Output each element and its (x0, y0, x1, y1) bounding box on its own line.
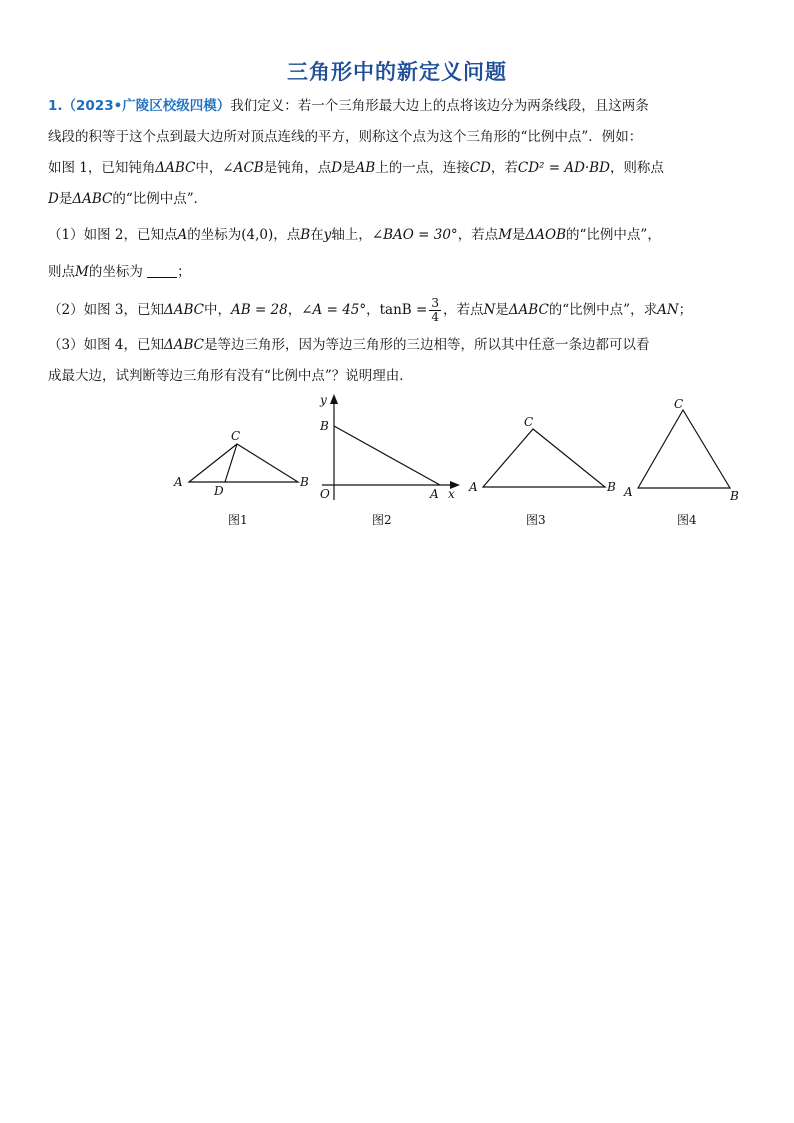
question-3-line-2 (48, 366, 413, 386)
problem-source: （2023•广陵区校级四模） (62, 98, 231, 114)
math: AB (355, 160, 376, 176)
text: ，若点 (442, 302, 484, 318)
page-title: 三角形中的新定义问题 (287, 60, 507, 84)
math: tanB = (379, 302, 428, 318)
math: A (177, 227, 188, 243)
intro-line-2 (48, 127, 642, 147)
math: CD (469, 160, 491, 176)
math: ΔABC (155, 160, 196, 176)
text: 的“比例中点”． (112, 191, 208, 207)
label-d: D (214, 484, 224, 498)
figure-2-caption: 图2 (372, 513, 392, 527)
text: ； (678, 302, 693, 318)
label-o: O (320, 487, 330, 501)
text: 轴上， (331, 227, 372, 243)
math: ΔABC (163, 337, 204, 353)
text: ，若点 (457, 227, 499, 243)
text: 的坐标为 (187, 227, 242, 243)
math: ΔABC (508, 302, 549, 318)
question-2-line (48, 297, 692, 324)
figure-1 (168, 420, 318, 500)
text: 是等边三角形，因为等边三角形的三边相等，所以其中任意一条边都可以看 (203, 337, 650, 353)
math: AN (657, 302, 679, 318)
answer-blank (147, 263, 177, 278)
text: ， (287, 302, 302, 318)
text: ，点 (273, 227, 301, 243)
math: M (498, 227, 513, 243)
triangle-abc (189, 444, 298, 482)
intro-line-4 (48, 189, 207, 209)
segment-ab (334, 426, 440, 485)
text: 是钝角，点 (263, 160, 332, 176)
problem-number: 1. (48, 98, 63, 114)
fraction-numerator: 3 (431, 296, 439, 310)
question-3-line-1 (48, 335, 649, 355)
figure-3 (466, 410, 626, 500)
text: 的坐标为 (88, 264, 143, 280)
text: 成最大边，试判断等边三角形有没有“比例中点”？说明理由． (48, 368, 413, 384)
label-a: A (430, 487, 439, 501)
fraction (429, 297, 441, 324)
label-x: x (448, 487, 455, 501)
text: 如图 1，已知钝角 (48, 160, 156, 176)
triangle-abc (638, 410, 730, 488)
text: 在 (310, 227, 324, 243)
question-1-line-1 (48, 225, 661, 245)
text: 中， (203, 302, 231, 318)
math: ∠BAO = 30° (371, 227, 458, 243)
label-b: B (320, 419, 329, 433)
label-c: C (524, 415, 534, 429)
text: 的“比例中点”，求 (548, 302, 658, 318)
label-b: B (300, 475, 309, 489)
text: （1）如图 2，已知点 (48, 227, 178, 243)
label-a: A (624, 485, 633, 499)
math: D (48, 191, 59, 207)
math: CD² = AD·BD (517, 160, 610, 176)
label-c: C (231, 429, 241, 443)
text: 的“比例中点”， (566, 227, 661, 243)
math: ΔABC (163, 302, 204, 318)
intro-text: 线段的积等于这个点到最大边所对顶点连线的平方，则称这个点为这个三角形的“比例中点”．例如： (48, 129, 643, 145)
text: ， (366, 302, 380, 318)
y-axis-arrow (330, 394, 338, 404)
figure-1-caption: 图1 (228, 513, 248, 527)
text: 上的一点，连接 (375, 160, 470, 176)
math: ΔABC (72, 191, 113, 207)
intro-text: 我们定义：若一个三角形最大边上的点将该边分为两条线段，且这两条 (230, 98, 649, 114)
label-a: A (174, 475, 183, 489)
label-a: A (469, 480, 478, 494)
math: y (323, 227, 332, 243)
math: N (483, 302, 496, 318)
text: ，则称点 (609, 160, 664, 176)
label-c: C (674, 397, 684, 411)
math: ∠A = 45° (301, 302, 367, 318)
text: （3）如图 4，已知 (48, 337, 164, 353)
triangle-abc (483, 429, 605, 487)
label-b: B (607, 480, 616, 494)
math: B (300, 227, 311, 243)
text: 是 (342, 160, 356, 176)
math: AB = 28 (230, 302, 288, 318)
figure-3-caption: 图3 (526, 513, 546, 527)
math: (4,0) (241, 227, 274, 243)
segment-cd (225, 444, 237, 482)
text: 是 (495, 302, 509, 318)
math: M (75, 264, 89, 280)
intro-line-3 (48, 158, 664, 178)
text: 是 (512, 227, 526, 243)
text: ，若 (490, 160, 518, 176)
text: ； (177, 264, 191, 280)
figure-4 (618, 394, 748, 506)
figure-4-caption: 图4 (677, 513, 697, 527)
text: 中， (195, 160, 223, 176)
text: 是 (58, 191, 73, 207)
math: ∠ACB (222, 160, 264, 176)
text: （2）如图 3，已知 (48, 302, 164, 318)
figure-2 (312, 390, 468, 506)
fraction-denominator: 4 (431, 310, 439, 324)
intro-line-1 (48, 96, 649, 116)
label-b: B (730, 489, 739, 503)
label-y: y (320, 393, 327, 407)
question-1-line-2 (48, 262, 191, 282)
text: 则点 (48, 264, 75, 280)
math: ΔAOB (525, 227, 567, 243)
math: D (331, 160, 343, 176)
